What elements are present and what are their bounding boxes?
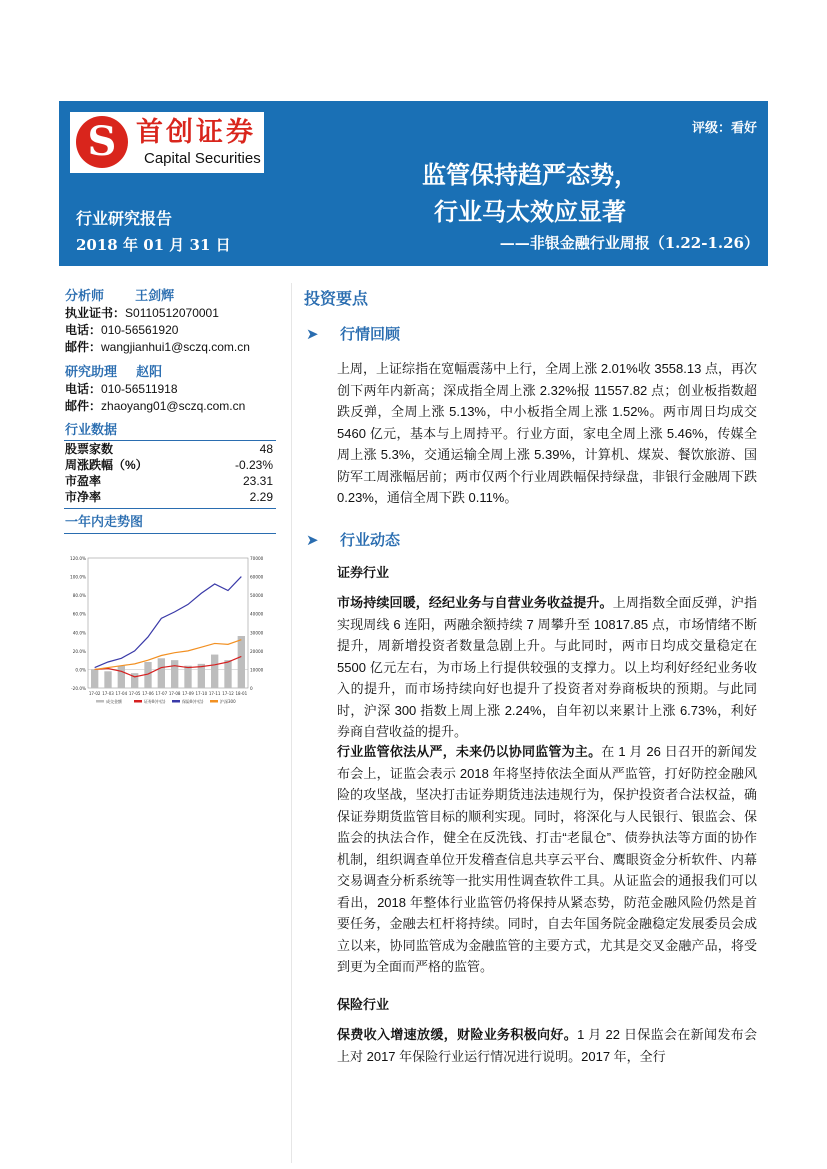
subsection-market-review — [306, 324, 400, 344]
legend-label: 证券II(中信) — [144, 699, 166, 704]
report-date: 2018 年 01 月 31 日 — [76, 236, 231, 254]
section-title: 投资要点 — [304, 289, 369, 308]
y-right-tick-label: 40000 — [250, 611, 264, 617]
y-left-tick-label: 120.0% — [70, 556, 86, 561]
y-left-tick-label: 40.0% — [72, 630, 86, 636]
legend-swatch — [96, 700, 104, 703]
subsection-label: 行情回顾 — [340, 325, 401, 343]
report-title-line1: 监管保持趋严态势， — [422, 160, 638, 189]
analyst-tel: 电话：010-56561920 — [65, 323, 179, 337]
arrow-bullet-icon: ➤ — [306, 531, 319, 549]
x-tick-label: 17-12 — [222, 691, 234, 696]
y-right-tick-label: 50000 — [250, 593, 264, 599]
analyst-role: 分析师 — [65, 289, 105, 304]
securities-paragraph-1: 市场持续回暖，经纪业务与自营业务收益提升。上周指数全面反弹，沪指实现周线 6 连阳，两融余额持续 7 周攀升至 10817.85 点，市场情绪不断提升，周新增投资者数量急剧上升。与此同时，两市日均成交量稳定在 5500 亿元左右，为市场上行提供较强的支撑力。以上均利好经纪业务收入的提升，而市场持续向好也提升了投资者对券商板块的预期。与此同时，沪深 300 指数上周上涨 2.24%，自年初以来累计上涨 6.73%，利好券商自营收益的提升。 — [337, 595, 757, 739]
logo-en-text: Capital Securities — [144, 150, 261, 167]
x-tick-label: 17-04 — [115, 691, 128, 696]
y-left-tick-label: 80.0% — [72, 593, 86, 599]
industry-row: 市净率 2.29 — [65, 490, 273, 504]
y-left-tick-label: 0.0% — [75, 667, 86, 673]
report-type: 行业研究报告 — [76, 209, 173, 228]
legend-swatch — [172, 700, 180, 703]
x-tick-label: 17-07 — [155, 691, 168, 696]
y-right-tick-label: 20000 — [250, 648, 264, 654]
volume-bar — [104, 671, 111, 688]
legend-label: 保险II(中信) — [182, 699, 204, 704]
company-logo — [70, 112, 264, 173]
assistant-heading — [65, 365, 162, 381]
insurance-label: 保险行业 — [337, 998, 390, 1013]
assistant-tel: 电话：010-56511918 — [65, 382, 178, 396]
y-left-tick-label: 100.0% — [70, 574, 86, 580]
y-right-tick-label: 70000 — [250, 556, 264, 561]
plot-frame — [88, 558, 248, 688]
one-year-trend-chart — [62, 548, 272, 712]
x-tick-label: 18-01 — [235, 691, 248, 696]
x-tick-label: 17-11 — [208, 691, 221, 696]
subsection-industry-news — [306, 530, 400, 550]
y-right-tick-label: 0 — [250, 686, 253, 691]
assistant-mail[interactable]: 邮件：zhaoyang01@sczq.com.cn — [65, 399, 246, 413]
industry-divider-bottom — [64, 508, 276, 509]
arrow-bullet-icon: ➤ — [306, 325, 319, 343]
x-tick-label: 17-09 — [182, 691, 194, 696]
y-left-tick-label: -20.0% — [71, 686, 86, 691]
x-tick-label: 17-10 — [195, 691, 208, 696]
securities-paragraph-2: 行业监管依法从严，未来仍以协同监管为主。在 1 月 26 日召开的新闻发布会上，证监会表示 2018 年将坚持依法全面从严监管，打好防控金融风险的攻坚战，坚决打击证券期货违法违规行为，保护投资者合法权益，确保证券期货监管目标的顺利实现。同时，将深化与人民银行、银监会、保监会的执法合作，健全在反洗钱、打击“老鼠仓”、债券执法等方面的协作机制，组织调查单位开发稽查信息共享云平台、鹰眼资金分析软件、内幕交易调查分析系统等一批实用性调查软件工具。从证监会的通报我们可以看出，2018 年整体行业监管仍将保持从紧态势，防范金融风险仍然是首要任务，金融去杠杆将持续。同时，自去年国务院金融稳定发展委员会成立以来，协同监管成为金融监管的主要方式，尤其是交叉金融产品，将受到更为全面而严格的监管。 — [337, 744, 757, 974]
assistant-name: 赵阳 — [136, 365, 163, 380]
industry-row: 周涨跌幅（%） -0.23% — [65, 458, 273, 472]
y-right-tick-label: 10000 — [250, 667, 264, 673]
x-tick-label: 17-08 — [168, 691, 181, 696]
y-right-tick-label: 60000 — [250, 574, 264, 580]
volume-bar — [184, 666, 191, 688]
insurance-paragraph: 保费收入增速放缓，财险业务积极向好。1 月 22 日保监会在新闻发布会上对 2017 年保险行业运行情况进行说明。2017 年，全行 — [337, 1027, 757, 1064]
report-title-line2: 行业马太效应显著 — [434, 197, 626, 226]
x-tick-label: 17-06 — [142, 691, 154, 696]
analyst-mail[interactable]: 邮件：wangjianhui1@sczq.com.cn — [65, 340, 250, 354]
legend-swatch — [134, 700, 142, 703]
analyst-name: 王剑辉 — [135, 289, 175, 304]
column-divider — [291, 283, 292, 1163]
y-left-tick-label: 60.0% — [72, 611, 86, 617]
legend-swatch — [210, 700, 218, 703]
volume-bar — [238, 636, 245, 688]
volume-bar — [118, 666, 125, 688]
industry-data-heading: 行业数据 — [65, 423, 118, 438]
trend-chart-svg — [62, 548, 272, 712]
chart-heading: 一年内走势图 — [65, 515, 144, 530]
legend-label: 沪深300 — [220, 699, 236, 704]
volume-bar — [211, 655, 218, 688]
y-right-tick-label: 30000 — [250, 630, 264, 636]
analyst-cert: 执业证书：S0110512070001 — [65, 306, 219, 320]
industry-row: 股票家数 48 — [65, 442, 273, 456]
y-left-tick-label: 20.0% — [72, 648, 86, 654]
industry-row: 市盈率 23.31 — [65, 474, 273, 488]
volume-bar — [91, 669, 98, 688]
volume-bar — [171, 660, 178, 688]
volume-bar — [158, 658, 165, 688]
report-subtitle: ——非银金融行业周报（1.22-1.26） — [499, 234, 759, 252]
series-line — [95, 640, 242, 670]
legend-label: 成交金额 — [106, 699, 122, 704]
market-review-paragraph: 上周，上证综指在宽幅震荡中上行，全周上涨 2.01%收 3558.13 点，再次创下两年内新高；深成指全周上涨 2.32%报 11557.82 点；创业板指数超跌反弹，全周上涨 5.13%，中小板指全周上涨 1.52%。两市周日均成交 5460 亿元，基本与上周持平。行业方面，家电全周上涨 5.46%，传媒全周上涨 5.3%，交通运输全周上涨 5.39%，计算机、煤炭、餐饮旅游、国防军工周涨幅居前；两市仅两个行业周跌幅保持绿盘，非银行金融周下跌 0.23%，通信全周下跌 0.11%。 — [337, 361, 757, 505]
volume-bar — [224, 660, 231, 688]
x-tick-label: 17-03 — [102, 691, 114, 696]
x-tick-label: 17-02 — [88, 691, 101, 696]
securities-label: 证券行业 — [337, 566, 390, 581]
logo-s-icon: S — [76, 116, 128, 168]
x-tick-label: 17-05 — [128, 691, 141, 696]
assistant-role: 研究助理 — [65, 365, 118, 380]
volume-bar — [198, 664, 205, 688]
logo-cn-text: 首创证券 — [136, 117, 256, 148]
chart-divider — [64, 533, 276, 534]
subsection-label: 行业动态 — [340, 531, 401, 549]
industry-divider — [64, 440, 276, 441]
rating: 评级：看好 — [691, 121, 757, 136]
analyst-heading — [65, 289, 174, 305]
